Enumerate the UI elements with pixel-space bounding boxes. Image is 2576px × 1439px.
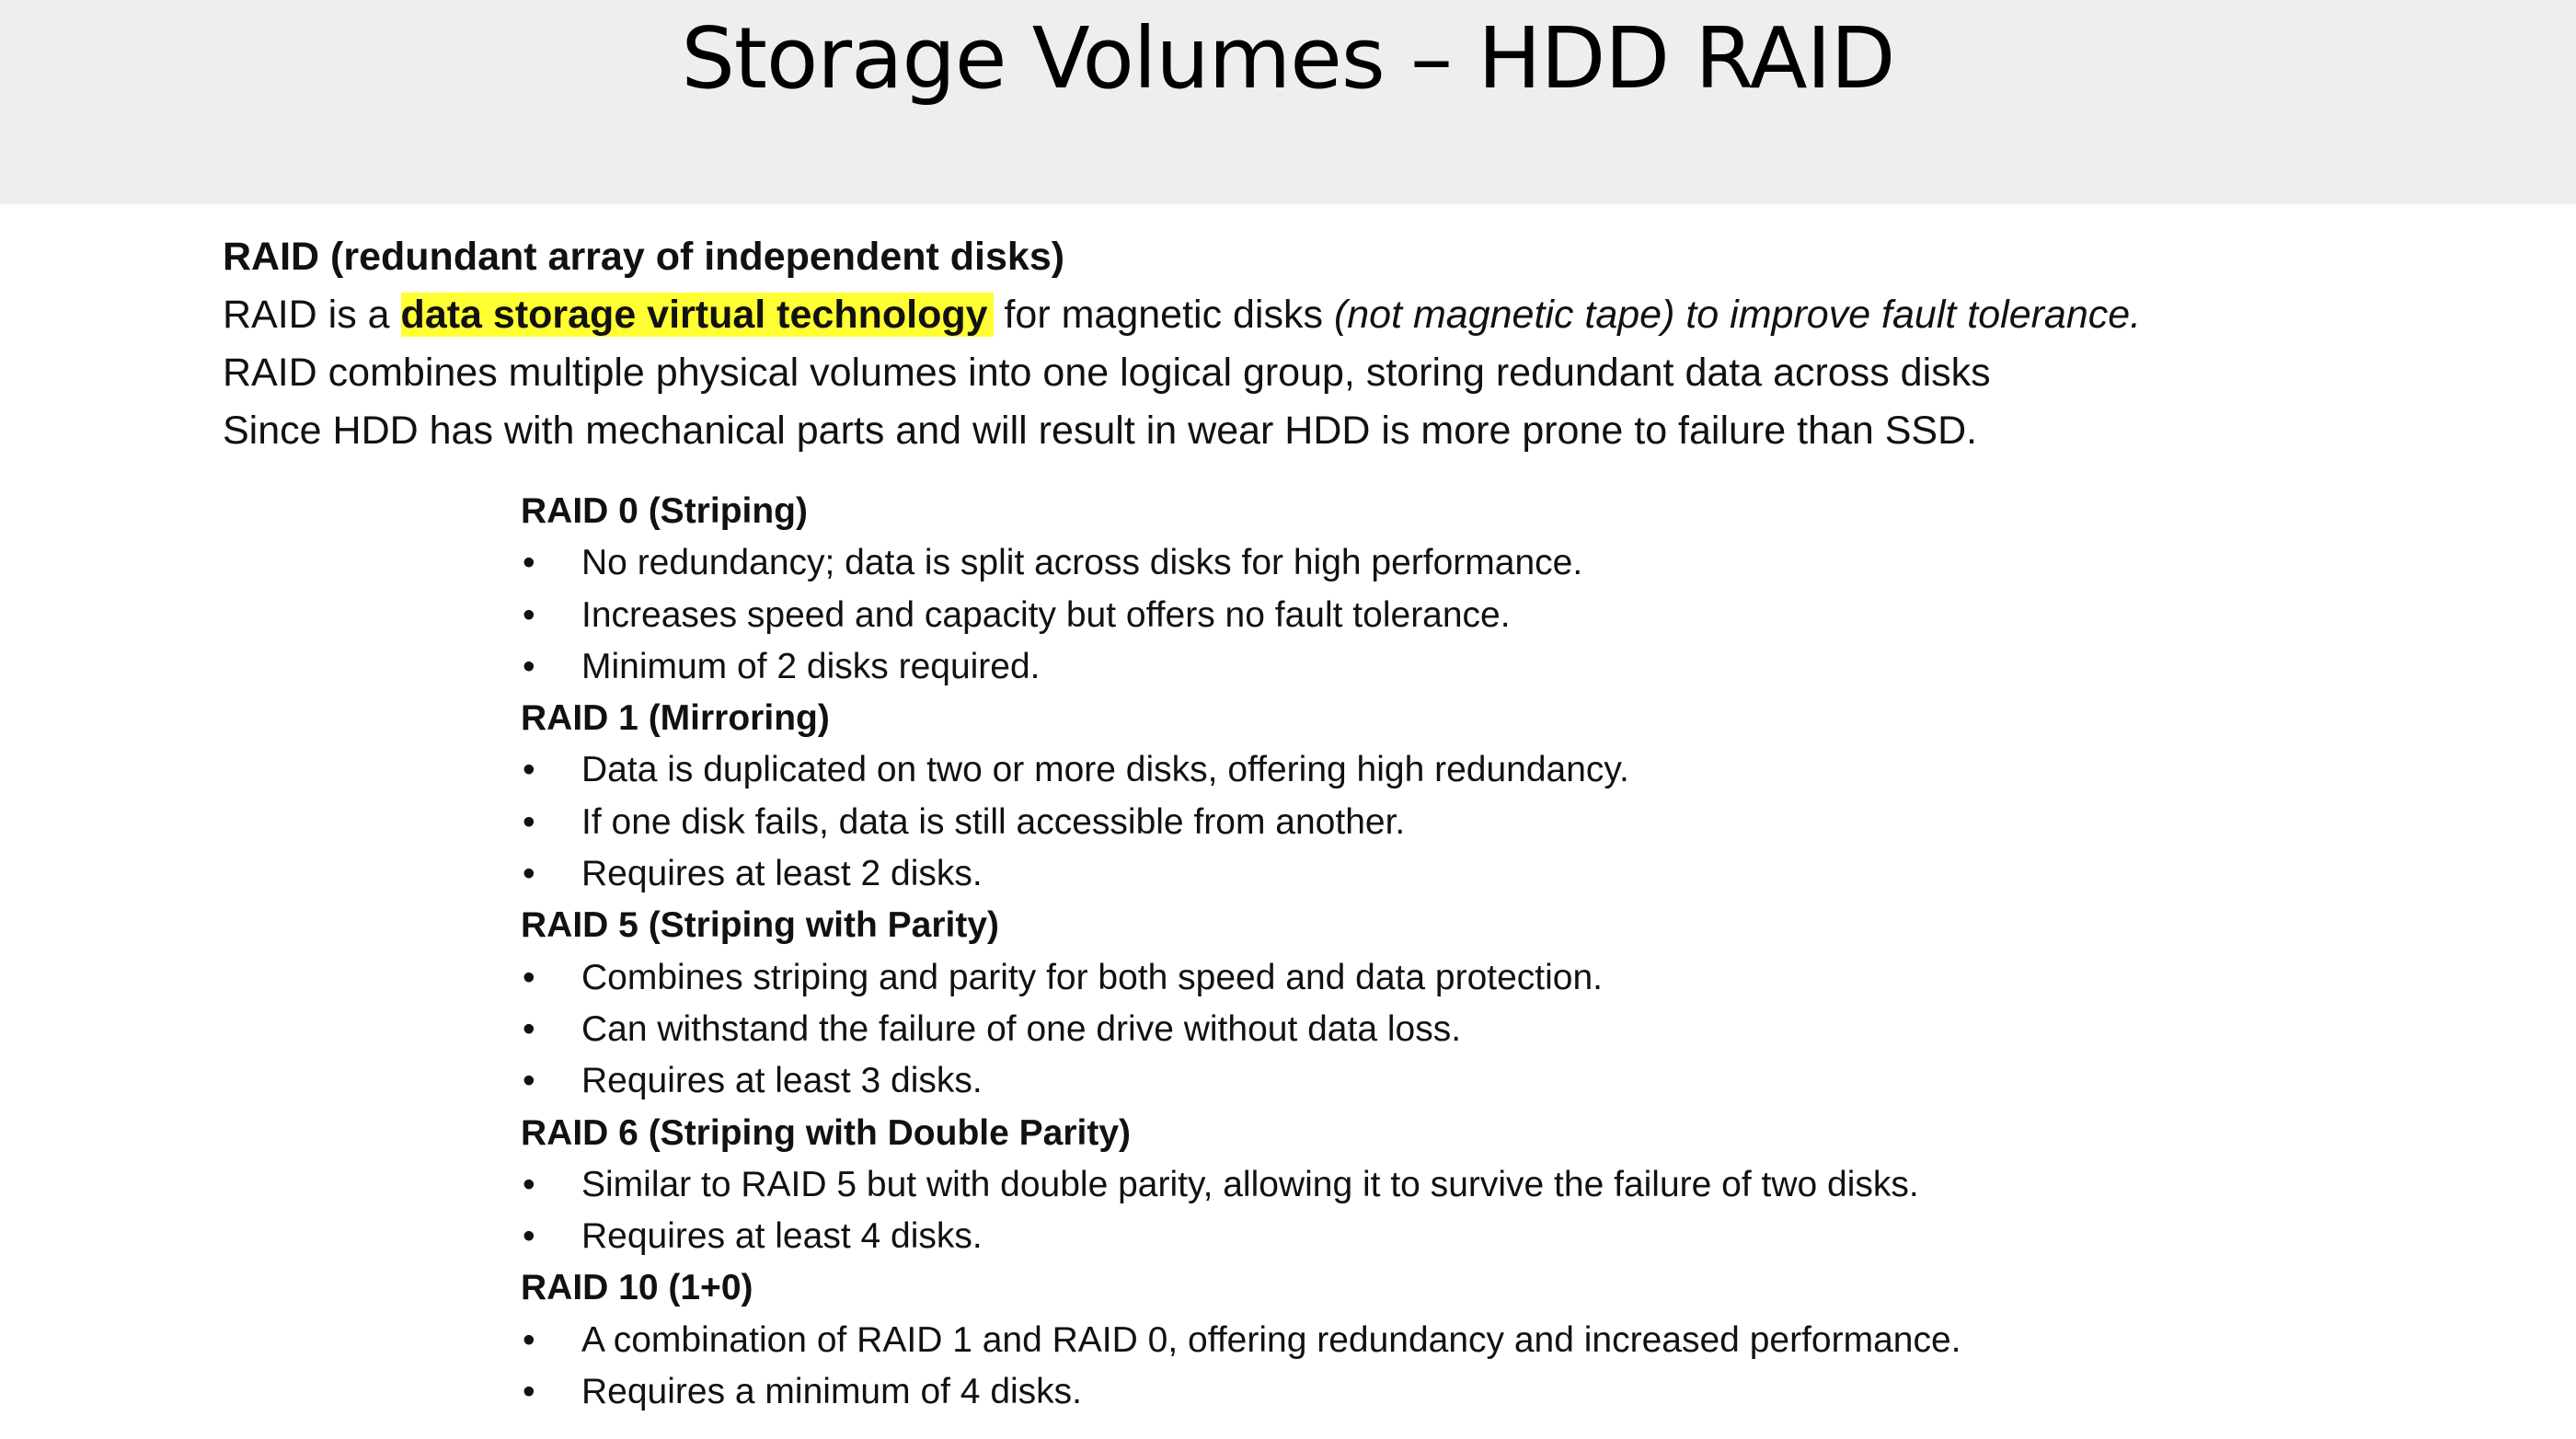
- list-item-text: Requires at least 4 disks.: [581, 1216, 983, 1257]
- intro-definition-middle: for magnetic disks: [993, 293, 1334, 337]
- raid-level-bullets: [521, 1315, 2545, 1419]
- list-item: [521, 641, 2545, 693]
- list-item-text: Minimum of 2 disks required.: [581, 646, 1041, 686]
- list-item-text: Increases speed and capacity but offers no fault tolerance.: [581, 594, 1511, 635]
- list-item: [521, 590, 2545, 641]
- list-item: [521, 848, 2545, 900]
- intro-definition-italic: (not magnetic tape) to improve fault tolerance.: [1333, 293, 2142, 337]
- list-item: [521, 1159, 2545, 1211]
- bullet-icon: •: [523, 543, 535, 583]
- bullet-icon: •: [523, 594, 535, 635]
- list-item: [521, 1004, 2545, 1055]
- bullet-icon: •: [523, 801, 535, 842]
- raid-levels-list: [521, 486, 2545, 1418]
- raid-level-6: [521, 1108, 2545, 1263]
- slide-title: Storage Volumes – HDD RAID: [681, 9, 1895, 108]
- intro-line-combines: RAID combines multiple physical volumes into one logical group, storing redundant data across disks: [223, 351, 1991, 395]
- list-item: [521, 1315, 2545, 1366]
- bullet-icon: •: [523, 1216, 535, 1257]
- intro-line-hdd: Since HDD has with mechanical parts and will result in wear HDD is more prone to failure than SSD.: [223, 409, 1978, 453]
- list-item-text: A combination of RAID 1 and RAID 0, offering redundancy and increased performance.: [581, 1319, 1961, 1360]
- list-item: [521, 1366, 2545, 1418]
- raid-level-0: [521, 486, 2545, 693]
- bullet-icon: •: [523, 1319, 535, 1360]
- list-item: [521, 952, 2545, 1004]
- bullet-icon: •: [523, 854, 535, 894]
- list-item-text: Requires at least 3 disks.: [581, 1061, 983, 1101]
- bullet-icon: •: [523, 1061, 535, 1101]
- list-item-text: If one disk fails, data is still accessible from another.: [581, 801, 1406, 842]
- raid-level-heading: RAID 5 (Striping with Parity): [521, 905, 1000, 946]
- raid-level-heading: RAID 10 (1+0): [521, 1268, 753, 1308]
- raid-level-heading: RAID 6 (Striping with Double Parity): [521, 1112, 1132, 1153]
- raid-level-bullets: [521, 744, 2545, 900]
- highlighted-term: data storage virtual technology: [401, 293, 994, 337]
- list-item-text: Can withstand the failure of one drive without data loss.: [581, 1008, 1462, 1049]
- bullet-icon: •: [523, 957, 535, 997]
- list-item-text: Data is duplicated on two or more disks, offering high redundancy.: [581, 750, 1629, 790]
- list-item: [521, 744, 2545, 796]
- raid-level-bullets: [521, 537, 2545, 693]
- list-item: [521, 797, 2545, 848]
- bullet-icon: •: [523, 750, 535, 790]
- list-item-text: No redundancy; data is split across disks for high performance.: [581, 543, 1583, 583]
- list-item-text: Similar to RAID 5 but with double parity, allowing it to survive the failure of two disks.: [581, 1164, 1919, 1204]
- list-item: [521, 1055, 2545, 1107]
- list-item: [521, 1211, 2545, 1262]
- raid-level-10: [521, 1262, 2545, 1418]
- raid-level-heading: RAID 1 (Mirroring): [521, 698, 830, 739]
- raid-level-5: [521, 900, 2545, 1107]
- intro-line-definition: [223, 286, 2541, 344]
- bullet-icon: •: [523, 646, 535, 686]
- bullet-icon: •: [523, 1372, 535, 1412]
- intro-section: [223, 228, 2541, 460]
- bullet-icon: •: [523, 1008, 535, 1049]
- raid-level-bullets: [521, 1159, 2545, 1263]
- intro-definition-prefix: RAID is a: [223, 293, 401, 337]
- raid-level-bullets: [521, 952, 2545, 1108]
- list-item: [521, 537, 2545, 589]
- raid-level-1: [521, 693, 2545, 900]
- list-item-text: Combines striping and parity for both speed and data protection.: [581, 957, 1604, 997]
- intro-heading: RAID (redundant array of independent disks): [223, 235, 1065, 279]
- raid-level-heading: RAID 0 (Striping): [521, 491, 808, 531]
- list-item-text: Requires at least 2 disks.: [581, 854, 983, 894]
- list-item-text: Requires a minimum of 4 disks.: [581, 1372, 1083, 1412]
- bullet-icon: •: [523, 1164, 535, 1204]
